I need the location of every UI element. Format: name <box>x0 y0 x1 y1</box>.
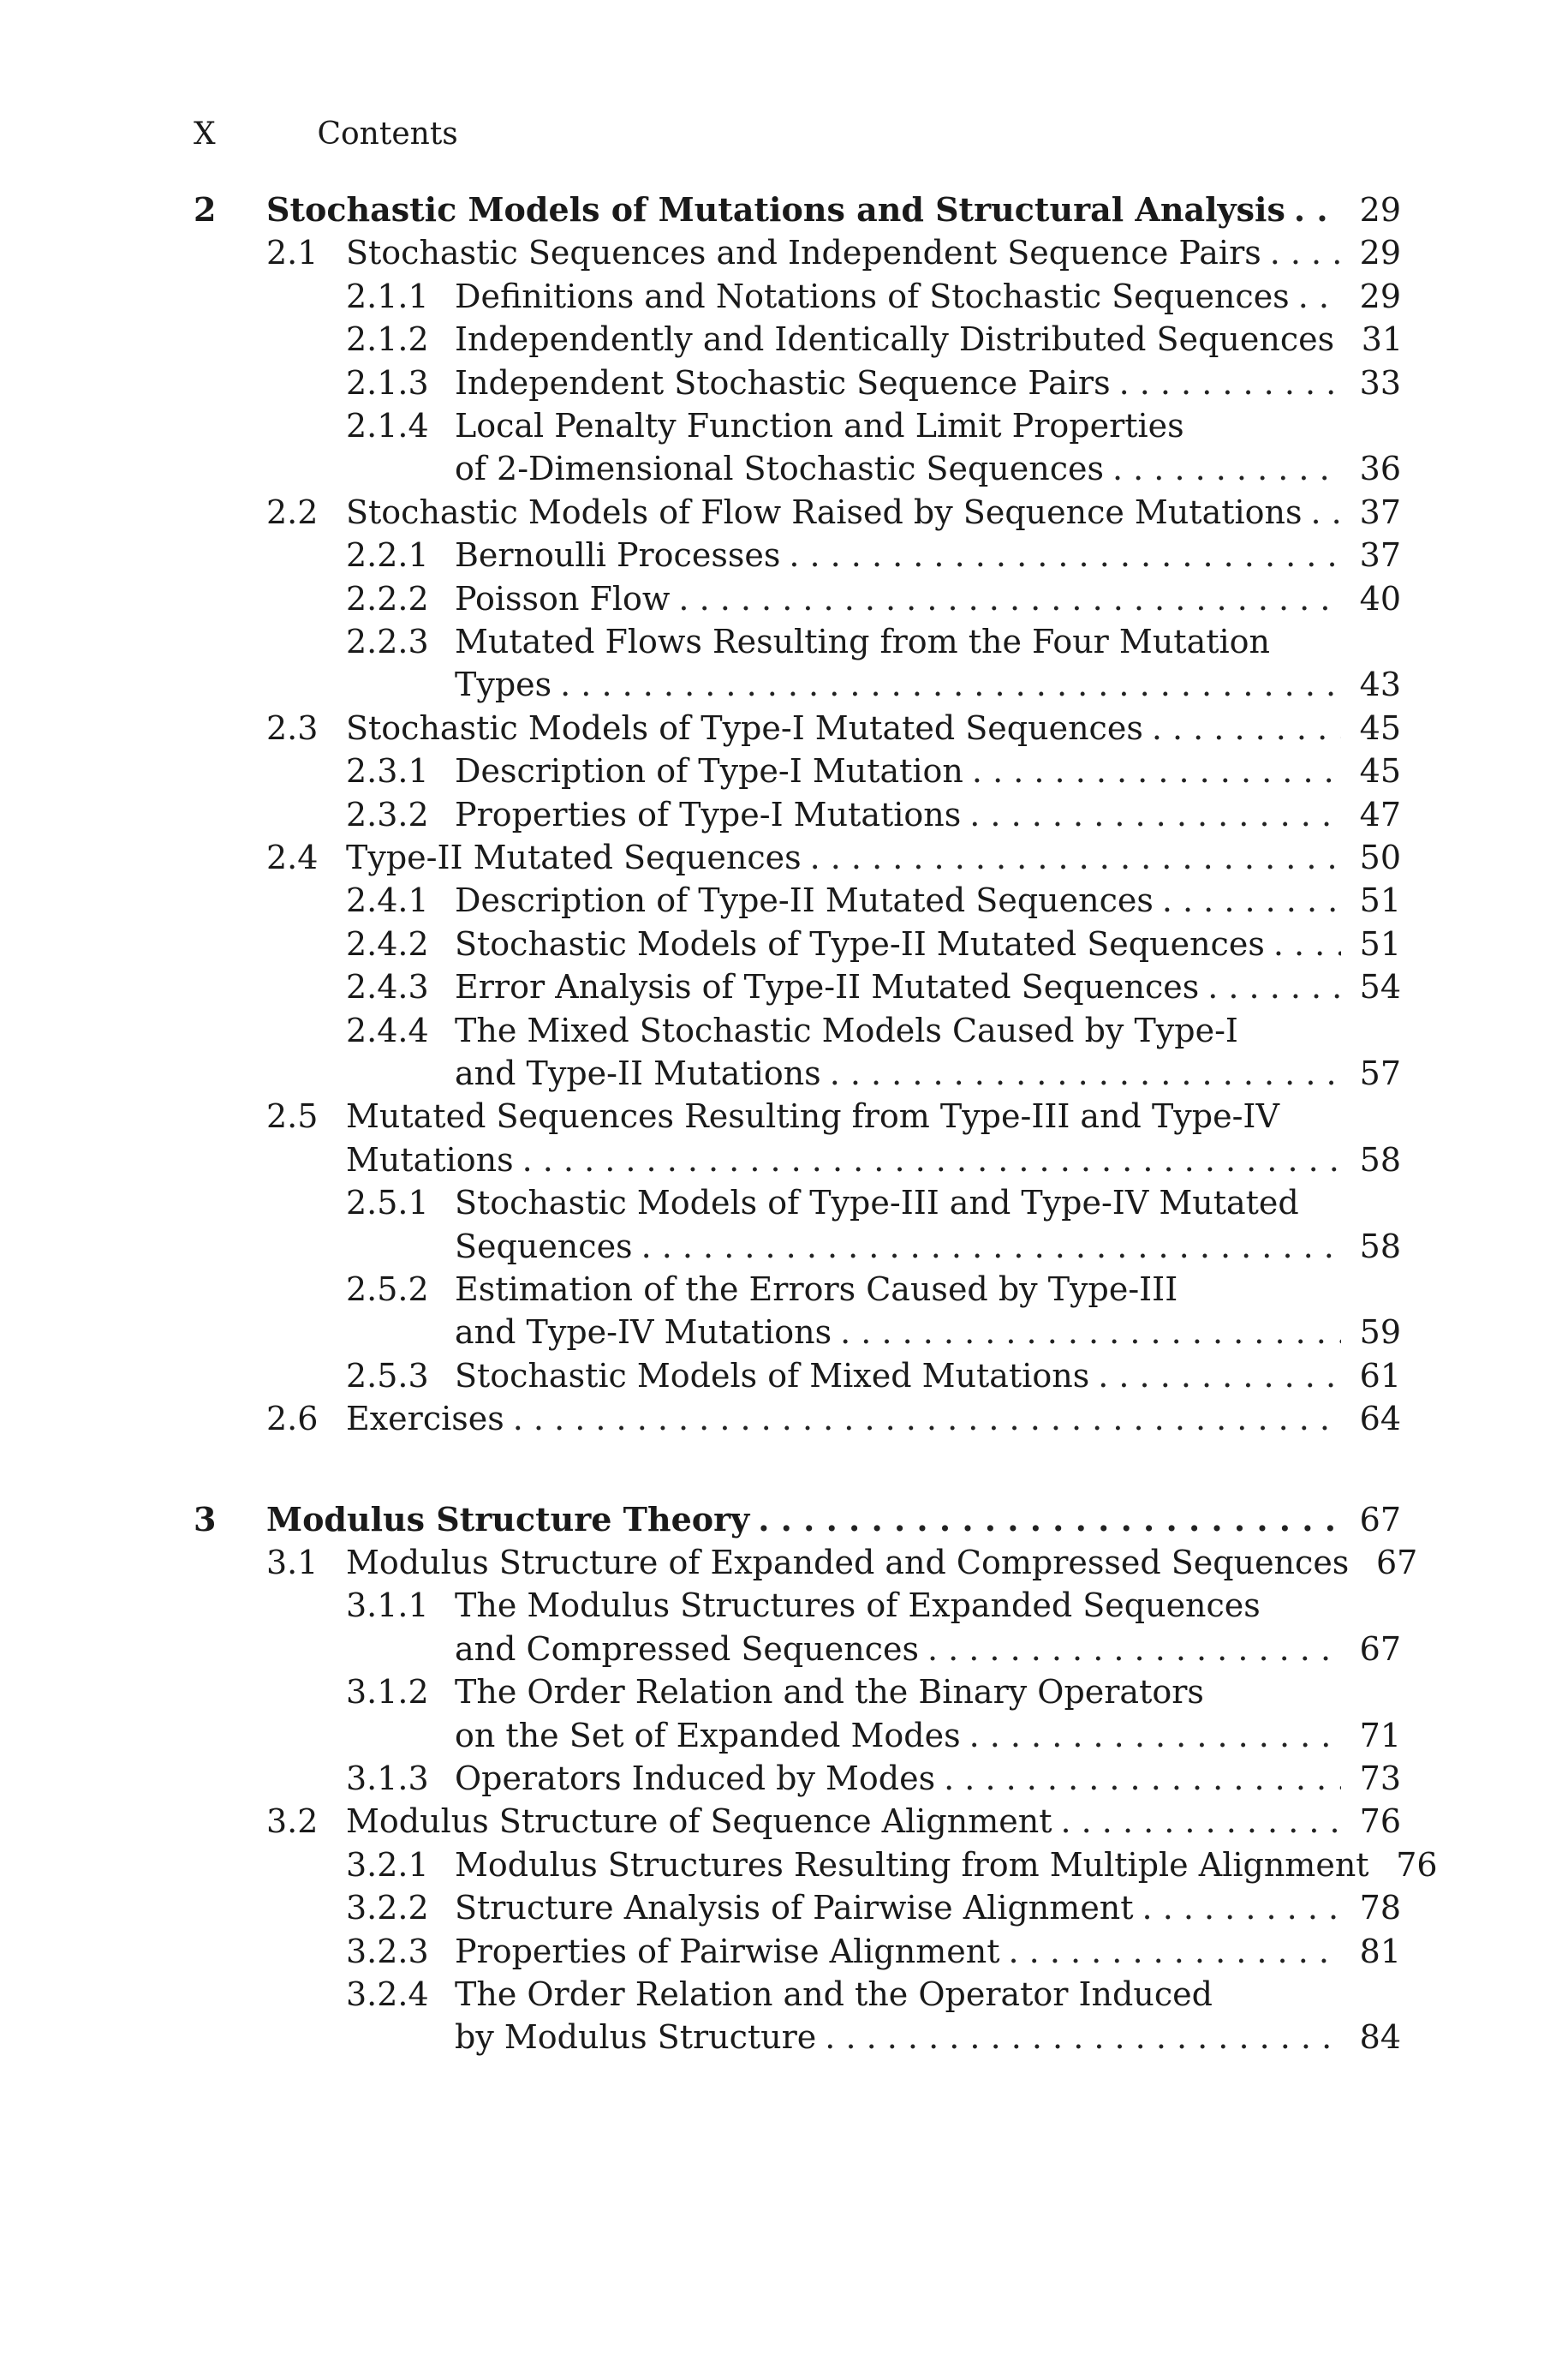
toc-title: on the Set of Expanded Modes <box>455 1716 961 1754</box>
toc-subsection-line <box>194 275 1401 318</box>
toc-title: Modulus Structure of Sequence Alignment <box>346 1802 1052 1841</box>
dot-leader <box>678 577 1341 620</box>
toc-page-number: 29 <box>1359 234 1401 272</box>
toc-number: 2.1 <box>266 234 319 272</box>
toc-page-number: 61 <box>1359 1356 1401 1395</box>
toc-number: 2.3 <box>266 708 319 747</box>
toc-page-number: 58 <box>1359 1227 1401 1265</box>
toc-subsection-line <box>194 923 1401 965</box>
toc-number: 2.6 <box>266 1400 319 1438</box>
toc-page-number: 73 <box>1359 1760 1401 1797</box>
toc-title: Estimation of the Errors Caused by Type-III <box>455 1270 1178 1308</box>
toc-title: The Order Relation and the Binary Operators <box>455 1673 1204 1712</box>
toc-page-number: 57 <box>1359 1055 1401 1092</box>
toc-title: of 2-Dimensional Stochastic Sequences <box>455 450 1104 488</box>
dot-leader <box>840 1311 1341 1353</box>
toc-number: 2.1.3 <box>346 363 429 402</box>
toc-subsection-line <box>194 965 1401 1008</box>
toc-number: 2.1.1 <box>346 277 429 315</box>
toc-section-line <box>194 1541 1418 1584</box>
toc-subsection-line <box>194 1628 1401 1670</box>
toc-title: Stochastic Models of Mutations and Structural Analysis <box>266 190 1285 229</box>
dot-leader <box>1152 707 1341 750</box>
toc-section-line <box>194 1095 1401 1138</box>
toc-page-number: 31 <box>1361 320 1404 359</box>
toc-title: The Order Relation and the Operator Induced <box>455 1975 1213 2013</box>
toc-title: and Compressed Sequences <box>455 1629 919 1668</box>
toc-subsection-line <box>194 1009 1401 1052</box>
toc-number: 3.1.3 <box>346 1760 429 1797</box>
toc-title: Description of Type-II Mutated Sequences <box>455 881 1154 920</box>
dot-leader <box>927 1628 1341 1670</box>
toc-page-number: 29 <box>1359 191 1401 229</box>
toc-title: Modulus Structures Resulting from Multiple Alignment <box>455 1845 1369 1884</box>
toc-page-number: 76 <box>1396 1845 1438 1884</box>
dot-leader <box>1060 1800 1341 1843</box>
toc-page-number: 36 <box>1359 450 1401 488</box>
toc-number: 3 <box>194 1499 217 1539</box>
dot-leader <box>1311 491 1341 534</box>
toc-title: Types <box>455 666 552 704</box>
toc-subsection-line <box>194 577 1401 620</box>
dot-leader <box>1119 361 1341 404</box>
toc-subsection-line <box>194 447 1401 490</box>
toc-subsection-line <box>194 879 1401 922</box>
toc-chapter-line <box>194 188 1401 231</box>
toc-page-number: 50 <box>1359 839 1401 876</box>
dot-leader <box>972 750 1341 792</box>
dot-leader <box>1207 965 1341 1008</box>
toc-page-number: 58 <box>1359 1140 1401 1179</box>
toc-subsection-line <box>194 1354 1401 1397</box>
toc-subsection-line <box>194 2016 1401 2058</box>
running-head-label: Contents <box>317 117 458 152</box>
dot-leader <box>560 663 1341 706</box>
toc-section-line <box>194 707 1401 750</box>
dot-leader <box>1112 447 1341 490</box>
toc-page-number: 37 <box>1359 536 1401 575</box>
toc-page-number: 78 <box>1359 1889 1401 1927</box>
toc-title: Modulus Structure Theory <box>266 1499 750 1539</box>
toc-title: Properties of Pairwise Alignment <box>455 1932 1000 1970</box>
toc-number: 2.3.1 <box>346 752 429 791</box>
toc-page-number: 84 <box>1359 2018 1401 2057</box>
toc-title: Independent Stochastic Sequence Pairs <box>455 363 1111 402</box>
dot-leader <box>1270 231 1341 274</box>
toc-subsection-line <box>194 1757 1401 1800</box>
toc-number: 2.4.3 <box>346 968 429 1007</box>
toc-number: 2.4 <box>266 839 319 876</box>
toc-page-number: 54 <box>1359 968 1401 1007</box>
toc-number: 3.1.1 <box>346 1586 429 1625</box>
toc-number: 2.5.2 <box>346 1270 429 1308</box>
toc-title: Definitions and Notations of Stochastic Sequences <box>455 277 1290 315</box>
toc-number: 3.1 <box>266 1544 319 1581</box>
toc-chapter-line <box>194 1498 1401 1541</box>
dot-leader <box>789 534 1341 577</box>
toc-section-line <box>194 836 1401 879</box>
toc-title: by Modulus Structure <box>455 2018 817 2057</box>
toc-title: Poisson Flow <box>455 579 671 618</box>
toc-title: Stochastic Models of Flow Raised by Sequence Mutations <box>346 493 1303 531</box>
toc-subsection-line <box>194 1052 1401 1095</box>
toc-subsection-line <box>194 620 1401 663</box>
toc-subsection-line <box>194 404 1401 447</box>
toc-title: Independently and Identically Distributed Sequences <box>455 320 1335 359</box>
toc-number: 2.4.4 <box>346 1011 429 1049</box>
dot-leader <box>969 793 1341 836</box>
dot-leader <box>1294 188 1341 231</box>
toc-number: 2.2 <box>266 493 319 531</box>
toc-title: Stochastic Models of Type-III and Type-IV Mutated <box>455 1184 1299 1222</box>
toc-number: 2.2.2 <box>346 579 429 618</box>
toc-subsection-line <box>194 793 1401 836</box>
toc-title: Sequences <box>455 1227 633 1265</box>
toc-subsection-line <box>194 1181 1401 1224</box>
toc-number: 2.3.2 <box>346 795 429 833</box>
dot-leader <box>1162 879 1341 922</box>
toc-title: Local Penalty Function and Limit Properties <box>455 407 1184 445</box>
toc-subsection-line <box>194 1714 1401 1757</box>
page-number-roman: X <box>194 117 216 152</box>
toc-title: and Type-II Mutations <box>455 1055 821 1092</box>
dot-leader <box>969 1714 1341 1757</box>
dot-leader <box>641 1225 1341 1268</box>
toc-title: Structure Analysis of Pairwise Alignment <box>455 1889 1134 1927</box>
toc-page-number: 37 <box>1359 493 1401 531</box>
dot-leader <box>1142 1886 1341 1929</box>
toc-number: 2 <box>194 190 217 229</box>
toc-page-number: 40 <box>1359 579 1401 618</box>
dot-leader <box>825 2016 1341 2058</box>
toc-page-number: 67 <box>1359 1629 1401 1668</box>
toc-title: Exercises <box>346 1400 504 1438</box>
toc-title: Bernoulli Processes <box>455 536 781 575</box>
toc-number: 2.5.1 <box>346 1184 429 1222</box>
toc-number: 2.1.4 <box>346 407 429 445</box>
toc-title: and Type-IV Mutations <box>455 1313 832 1352</box>
toc-subsection-line <box>194 1268 1401 1311</box>
toc-section-line <box>194 1397 1401 1440</box>
toc-subsection-line <box>194 1584 1401 1627</box>
toc-page-number: 51 <box>1359 924 1401 963</box>
toc-page-number: 45 <box>1359 708 1401 747</box>
toc-subsection-line <box>194 1670 1401 1713</box>
running-head <box>194 113 458 156</box>
dot-leader <box>1273 923 1341 965</box>
toc-number: 2.5 <box>266 1097 319 1136</box>
dot-leader <box>1298 275 1341 318</box>
toc-title: Operators Induced by Modes <box>455 1760 936 1797</box>
toc-number: 2.1.2 <box>346 320 429 359</box>
toc-page-number: 29 <box>1359 277 1401 315</box>
dot-leader <box>944 1757 1341 1800</box>
toc-page-number: 67 <box>1375 1544 1418 1581</box>
toc-subsection-line <box>194 1886 1401 1929</box>
toc-title: Type-II Mutated Sequences <box>346 839 802 876</box>
toc-title: Mutated Flows Resulting from the Four Mutation <box>455 623 1271 660</box>
toc-title: Modulus Structure of Expanded and Compressed Sequences <box>346 1544 1350 1581</box>
toc-title: The Modulus Structures of Expanded Sequences <box>455 1586 1261 1625</box>
toc-page-number: 59 <box>1359 1313 1401 1352</box>
toc-page-number: 43 <box>1359 666 1401 704</box>
toc-subsection-line <box>194 534 1401 577</box>
toc-subsection-line <box>194 1973 1401 2016</box>
toc-section-line <box>194 491 1401 534</box>
toc-number: 3.2.3 <box>346 1932 429 1970</box>
toc-number: 2.4.1 <box>346 881 429 920</box>
toc-subsection-line <box>194 1930 1401 1973</box>
toc-subsection-line <box>194 1311 1401 1353</box>
toc-title: Properties of Type-I Mutations <box>455 795 962 833</box>
toc-section-line <box>194 1138 1401 1181</box>
toc-subsection-line <box>194 750 1401 792</box>
toc-page-number: 47 <box>1359 795 1401 833</box>
dot-leader <box>830 1052 1341 1095</box>
toc-page-number: 71 <box>1359 1716 1401 1754</box>
toc-page-number: 33 <box>1359 363 1401 402</box>
toc-page-number: 76 <box>1359 1802 1401 1841</box>
toc-title: Error Analysis of Type-II Mutated Sequences <box>455 968 1200 1007</box>
toc-number: 2.4.2 <box>346 924 429 963</box>
toc-number: 2.5.3 <box>346 1356 429 1395</box>
toc-page-number: 51 <box>1359 881 1401 920</box>
toc-page-number: 81 <box>1359 1932 1401 1970</box>
toc-title: Stochastic Models of Type-II Mutated Sequences <box>455 924 1265 963</box>
toc-number: 3.2.4 <box>346 1975 429 2013</box>
toc-subsection-line <box>194 1225 1401 1268</box>
dot-leader <box>522 1138 1341 1181</box>
toc-number: 2.2.3 <box>346 623 429 660</box>
toc-number: 2.2.1 <box>346 536 429 575</box>
toc-number: 3.2.1 <box>346 1845 429 1884</box>
toc-page-number: 45 <box>1359 752 1401 791</box>
toc-title: Mutations <box>346 1140 514 1179</box>
toc-page-number: 64 <box>1359 1400 1401 1438</box>
toc-subsection-line <box>194 1843 1438 1886</box>
toc-title: The Mixed Stochastic Models Caused by Type-I <box>455 1011 1238 1049</box>
dot-leader <box>513 1397 1341 1440</box>
toc-number: 3.1.2 <box>346 1673 429 1712</box>
dot-leader <box>810 836 1341 879</box>
toc-title: Description of Type-I Mutation <box>455 752 963 791</box>
toc-subsection-line <box>194 361 1401 404</box>
toc-number: 3.2 <box>266 1802 319 1841</box>
dot-leader <box>758 1498 1341 1541</box>
toc-page-number: 67 <box>1359 1500 1401 1539</box>
toc-title: Stochastic Models of Type-I Mutated Sequences <box>346 708 1143 747</box>
toc-title: Mutated Sequences Resulting from Type-III and Type-IV <box>346 1097 1279 1136</box>
toc-section-line <box>194 1800 1401 1843</box>
toc-title: Stochastic Sequences and Independent Sequence Pairs <box>346 234 1261 272</box>
dot-leader <box>1009 1930 1342 1973</box>
toc-subsection-line <box>194 318 1404 361</box>
toc-number: 3.2.2 <box>346 1889 429 1927</box>
toc-subsection-line <box>194 663 1401 706</box>
toc-title: Stochastic Models of Mixed Mutations <box>455 1356 1090 1395</box>
dot-leader <box>1098 1354 1341 1397</box>
toc-section-line <box>194 231 1401 274</box>
